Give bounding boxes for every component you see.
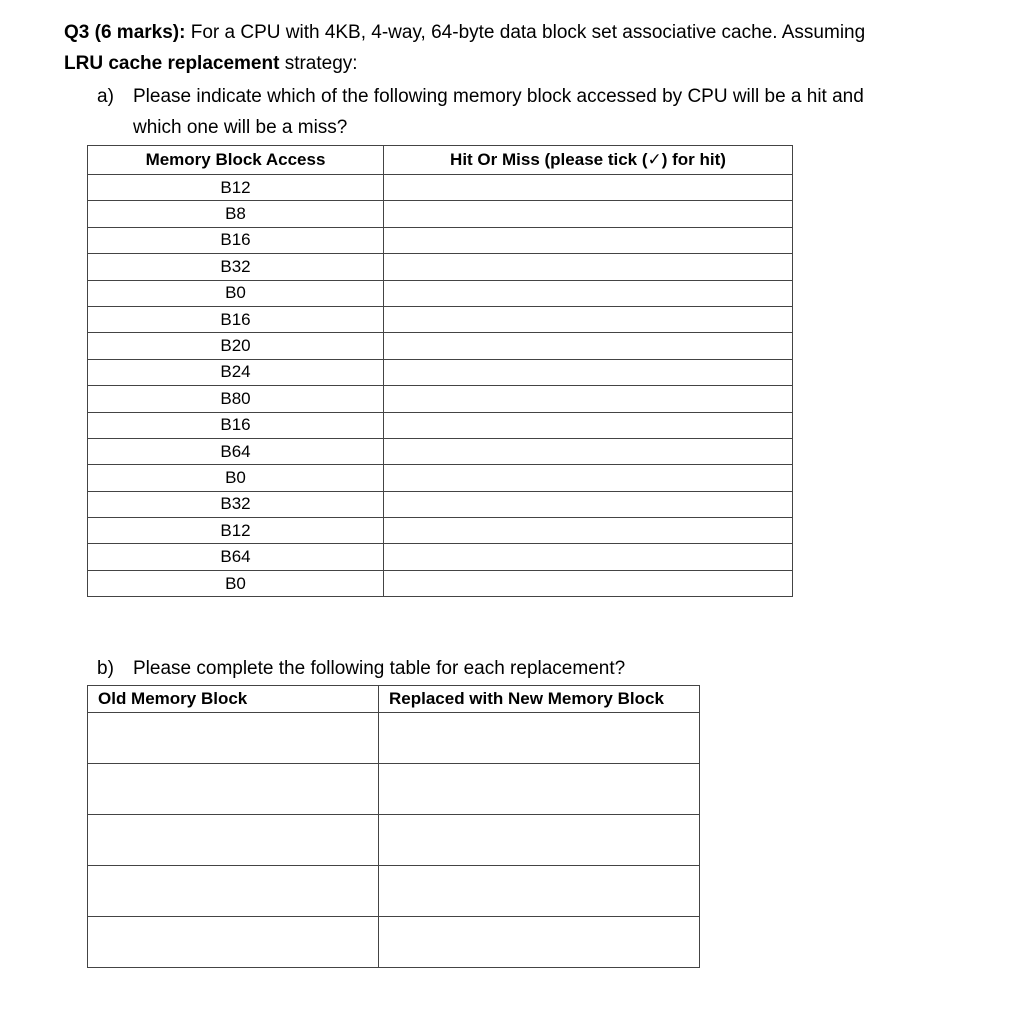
table-row bbox=[88, 386, 793, 412]
table-row bbox=[88, 764, 700, 815]
part-b-text: Please complete the following table for each replacement? bbox=[133, 658, 626, 679]
memory-block-cell: B16 bbox=[88, 306, 384, 332]
new-memory-block-cell[interactable] bbox=[379, 866, 700, 917]
table-row bbox=[88, 713, 700, 764]
table-row bbox=[88, 491, 793, 517]
old-memory-block-cell[interactable] bbox=[88, 815, 379, 866]
hit-or-miss-cell[interactable] bbox=[384, 333, 793, 359]
table-row bbox=[88, 175, 793, 201]
header-replaced-with: Replaced with New Memory Block bbox=[379, 686, 700, 713]
hit-or-miss-cell[interactable] bbox=[384, 227, 793, 253]
memory-block-cell: B32 bbox=[88, 254, 384, 280]
memory-block-cell: B0 bbox=[88, 465, 384, 491]
hit-or-miss-cell[interactable] bbox=[384, 570, 793, 596]
table-row bbox=[88, 438, 793, 464]
memory-block-cell: B0 bbox=[88, 280, 384, 306]
hit-or-miss-cell[interactable] bbox=[384, 544, 793, 570]
new-memory-block-cell[interactable] bbox=[379, 815, 700, 866]
hit-or-miss-cell[interactable] bbox=[384, 438, 793, 464]
memory-block-cell: B64 bbox=[88, 544, 384, 570]
hit-or-miss-cell[interactable] bbox=[384, 175, 793, 201]
table-row bbox=[88, 518, 793, 544]
old-memory-block-cell[interactable] bbox=[88, 866, 379, 917]
replacement-table-body bbox=[88, 713, 700, 968]
hit-miss-table-body bbox=[88, 175, 793, 597]
header-memory-block-access: Memory Block Access bbox=[88, 146, 384, 175]
hit-or-miss-cell[interactable] bbox=[384, 386, 793, 412]
question-label: Q3 (6 marks): bbox=[64, 22, 186, 43]
table-header-row bbox=[88, 146, 793, 175]
table-row bbox=[88, 544, 793, 570]
old-memory-block-cell[interactable] bbox=[88, 713, 379, 764]
table-row bbox=[88, 280, 793, 306]
hit-or-miss-cell[interactable] bbox=[384, 306, 793, 332]
memory-block-cell: B64 bbox=[88, 438, 384, 464]
header-old-memory-block: Old Memory Block bbox=[88, 686, 379, 713]
memory-block-cell: B16 bbox=[88, 412, 384, 438]
memory-block-cell: B80 bbox=[88, 386, 384, 412]
hit-or-miss-cell[interactable] bbox=[384, 201, 793, 227]
table-row bbox=[88, 306, 793, 332]
table-row bbox=[88, 570, 793, 596]
question-strategy bbox=[64, 52, 358, 76]
memory-block-cell: B32 bbox=[88, 491, 384, 517]
replacement-table bbox=[87, 685, 700, 968]
part-b-marker: b) bbox=[97, 658, 114, 679]
old-memory-block-cell[interactable] bbox=[88, 764, 379, 815]
hit-or-miss-cell[interactable] bbox=[384, 465, 793, 491]
hit-miss-table bbox=[87, 145, 793, 597]
question-text: For a CPU with 4KB, 4-way, 64-byte data block set associative cache. Assuming bbox=[185, 22, 866, 43]
part-a-text-line2: which one will be a miss? bbox=[133, 117, 348, 138]
hit-or-miss-cell[interactable] bbox=[384, 412, 793, 438]
hit-or-miss-cell[interactable] bbox=[384, 491, 793, 517]
question-title bbox=[64, 21, 865, 45]
table-row bbox=[88, 333, 793, 359]
memory-block-cell: B12 bbox=[88, 518, 384, 544]
hit-or-miss-cell[interactable] bbox=[384, 280, 793, 306]
memory-block-cell: B8 bbox=[88, 201, 384, 227]
hit-or-miss-cell[interactable] bbox=[384, 518, 793, 544]
table-row bbox=[88, 917, 700, 968]
new-memory-block-cell[interactable] bbox=[379, 713, 700, 764]
table-row bbox=[88, 227, 793, 253]
strategy-text: strategy: bbox=[279, 53, 358, 74]
old-memory-block-cell[interactable] bbox=[88, 917, 379, 968]
table-row bbox=[88, 254, 793, 280]
memory-block-cell: B24 bbox=[88, 359, 384, 385]
table-row bbox=[88, 815, 700, 866]
memory-block-cell: B16 bbox=[88, 227, 384, 253]
new-memory-block-cell[interactable] bbox=[379, 917, 700, 968]
table-row bbox=[88, 359, 793, 385]
hit-or-miss-cell[interactable] bbox=[384, 254, 793, 280]
part-a-text-line1: Please indicate which of the following memory block accessed by CPU will be a hit and bbox=[133, 86, 864, 107]
header-hit-or-miss: Hit Or Miss (please tick (✓) for hit) bbox=[384, 146, 793, 175]
part-a-marker: a) bbox=[97, 86, 114, 107]
table-header-row bbox=[88, 686, 700, 713]
memory-block-cell: B20 bbox=[88, 333, 384, 359]
table-row bbox=[88, 465, 793, 491]
strategy-name: LRU cache replacement bbox=[64, 53, 280, 74]
table-row bbox=[88, 412, 793, 438]
table-row bbox=[88, 201, 793, 227]
memory-block-cell: B0 bbox=[88, 570, 384, 596]
table-row bbox=[88, 866, 700, 917]
memory-block-cell: B12 bbox=[88, 175, 384, 201]
new-memory-block-cell[interactable] bbox=[379, 764, 700, 815]
hit-or-miss-cell[interactable] bbox=[384, 359, 793, 385]
